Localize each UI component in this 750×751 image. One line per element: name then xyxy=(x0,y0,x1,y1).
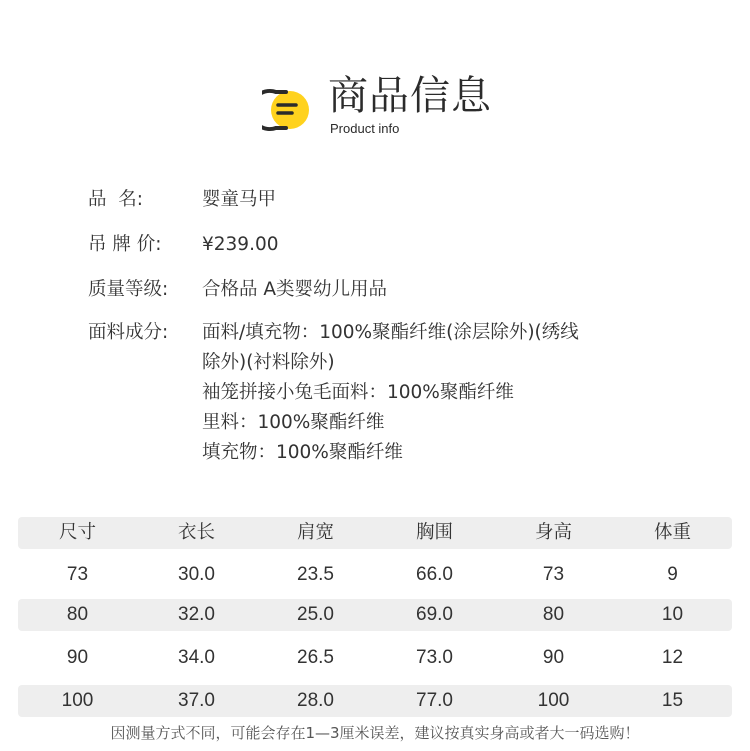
table-header-cell: 衣长 xyxy=(177,522,215,543)
table-cell: 100 xyxy=(61,690,94,711)
table-cell: 12 xyxy=(661,647,684,668)
name-label: 品 名: xyxy=(88,189,143,210)
table-header-row xyxy=(18,517,732,549)
page-title: 商品信息 xyxy=(328,73,492,119)
quality-label: 质量等级: xyxy=(88,279,169,300)
quality-value: 合格品 A类婴幼儿用品 xyxy=(202,279,388,300)
table-row xyxy=(18,599,732,631)
table-cell: 100 xyxy=(537,690,570,711)
table-cell: 66.0 xyxy=(416,564,453,585)
fabric-label: 面料成分: xyxy=(88,322,169,343)
product-info-header xyxy=(262,72,522,142)
table-cell: 69.0 xyxy=(416,604,453,625)
table-cell: 80 xyxy=(66,604,89,625)
table-header-cell: 体重 xyxy=(653,522,691,543)
table-cell: 10 xyxy=(661,604,684,625)
table-cell: 90 xyxy=(542,647,565,668)
table-header-cell: 胸围 xyxy=(415,522,453,543)
measurement-note: 因测量方式不同，可能会存在1—3厘米误差，建议按真实身高或者大一码选购！ xyxy=(110,724,640,742)
price-value: ¥239.00 xyxy=(202,234,279,255)
table-cell: 26.5 xyxy=(297,647,334,668)
table-row xyxy=(18,685,732,717)
table-row xyxy=(18,642,732,674)
table-cell: 30.0 xyxy=(178,564,215,585)
table-cell: 15 xyxy=(661,690,684,711)
table-header-cell: 尺寸 xyxy=(58,522,96,543)
table-cell: 73 xyxy=(542,564,565,585)
table-cell: 25.0 xyxy=(297,604,334,625)
table-cell: 28.0 xyxy=(297,690,334,711)
table-cell: 90 xyxy=(66,647,89,668)
table-cell: 32.0 xyxy=(178,604,215,625)
table-cell: 37.0 xyxy=(178,690,215,711)
table-cell: 34.0 xyxy=(178,647,215,668)
fabric-line: 里料：100%聚酯纤维 xyxy=(202,412,385,433)
price-label: 吊 牌 价: xyxy=(88,234,162,255)
table-cell: 73.0 xyxy=(416,647,453,668)
fabric-line: 填充物：100%聚酯纤维 xyxy=(202,442,403,463)
fabric-value xyxy=(202,318,579,468)
table-cell: 23.5 xyxy=(297,564,334,585)
page-subtitle: Product info xyxy=(330,121,400,136)
table-cell: 73 xyxy=(66,564,89,585)
fabric-line: 袖笼拼接小兔毛面料：100%聚酯纤维 xyxy=(202,382,514,403)
table-header-cell: 身高 xyxy=(534,522,572,543)
document-icon xyxy=(262,88,312,132)
fabric-line: 面料/填充物：100%聚酯纤维(涂层除外)(绣线 xyxy=(202,322,579,343)
fabric-line: 除外)(衬料除外) xyxy=(202,352,335,373)
table-header-cell: 肩宽 xyxy=(296,522,334,543)
table-row xyxy=(18,559,732,591)
table-cell: 77.0 xyxy=(416,690,453,711)
name-value: 婴童马甲 xyxy=(202,189,277,210)
table-cell: 80 xyxy=(542,604,565,625)
table-cell: 9 xyxy=(667,564,678,585)
